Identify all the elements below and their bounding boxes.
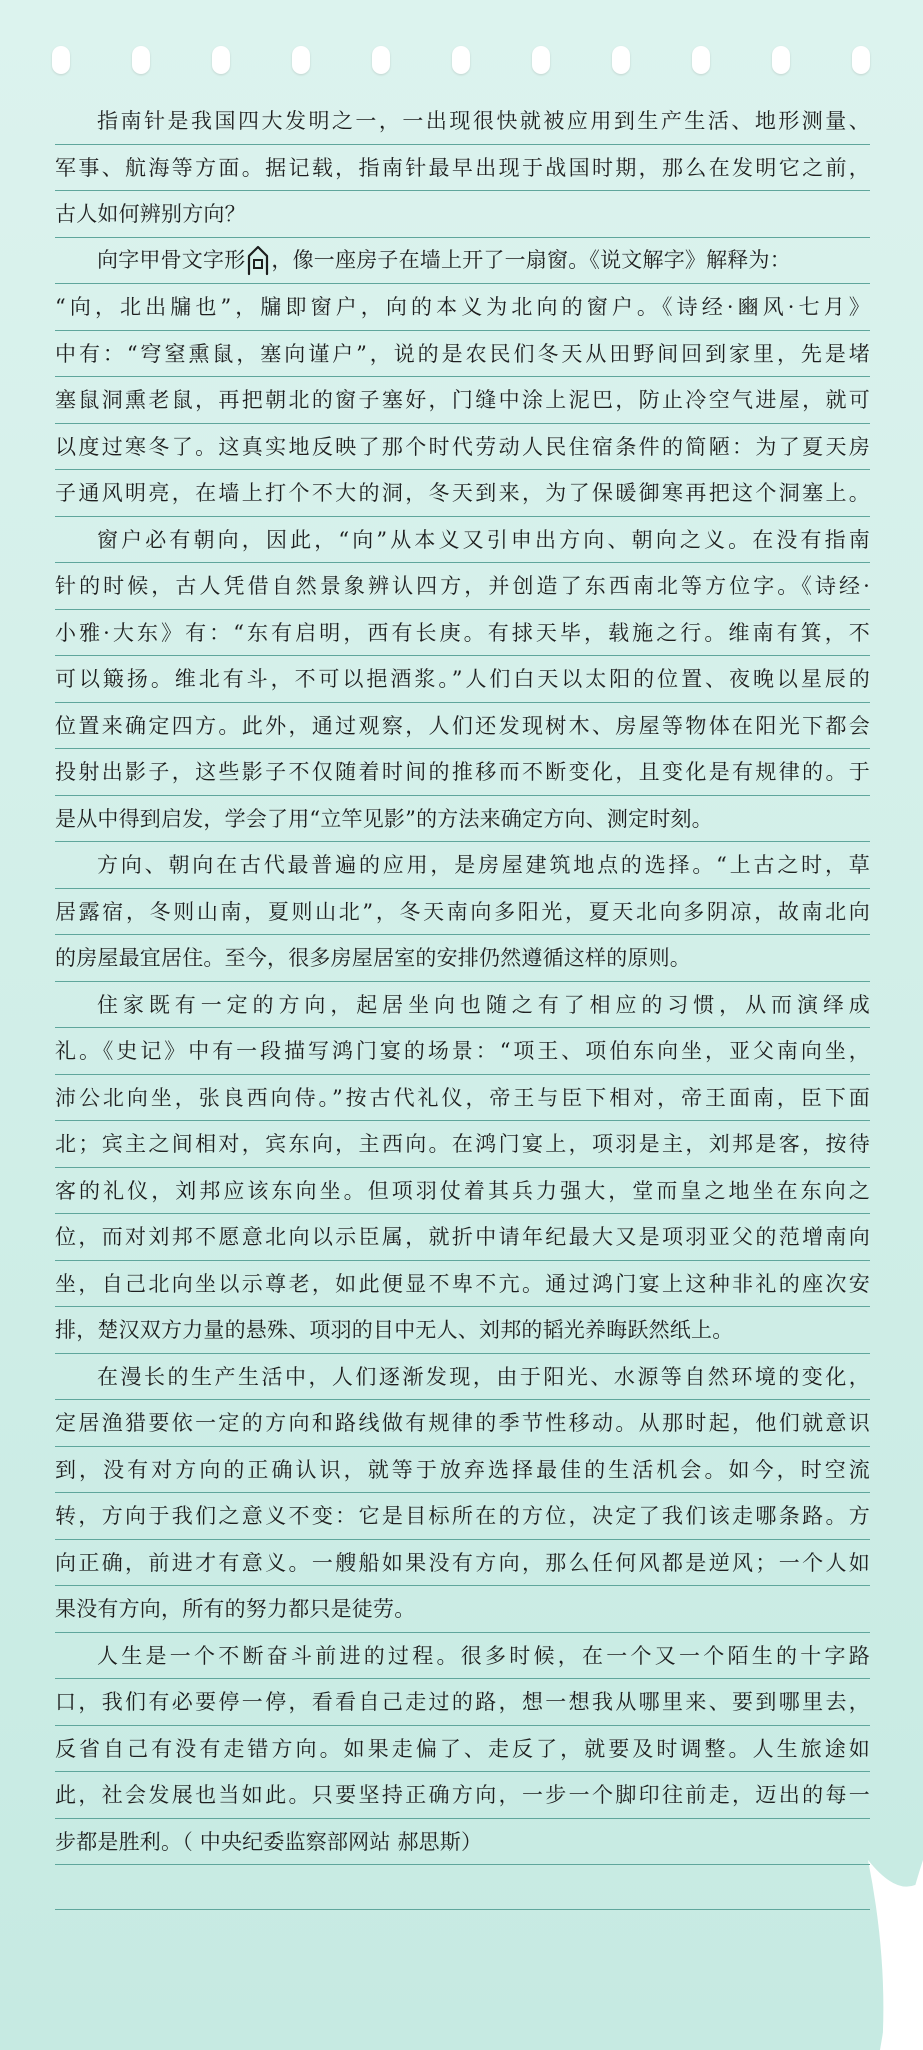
binder-hole-icon bbox=[132, 46, 150, 74]
paragraph-3 bbox=[55, 517, 870, 843]
text-line: 转，方向于我们之意义不变：它是目标所在的方位，决定了我们该走哪条路。方 bbox=[55, 1493, 870, 1540]
text-line: 位，而对刘邦不愿意北向以示臣属，就折中请年纪最大又是项羽亚父的范增南向 bbox=[55, 1214, 870, 1261]
text-line: 坐，自己北向坐以示尊老，如此便显不卑不亢。通过鸿门宴上这种非礼的座次安 bbox=[55, 1261, 870, 1308]
text-line: 塞鼠洞熏老鼠，再把朝北的窗子塞好，门缝中涂上泥巴，防止冷空气进屋，就可 bbox=[55, 377, 870, 424]
text-line: 是从中得到启发，学会了用“立竿见影”的方法来确定方向、测定时刻。 bbox=[55, 796, 870, 843]
text-line: 以度过寒冬了。这真实地反映了那个时代劳动人民住宿条件的简陋：为了夏天房 bbox=[55, 424, 870, 471]
paragraph-2 bbox=[55, 238, 870, 517]
text-line: 古人如何辨别方向？ bbox=[55, 191, 870, 238]
text-segment: 向字甲骨文字形 bbox=[97, 248, 246, 273]
text-line: 中有：“穹窒熏鼠，塞向谨户”，说的是农民们冬天从田野间回到家里，先是堵 bbox=[55, 331, 870, 378]
text-line: 北；宾主之间相对，宾东向，主西向。在鸿门宴上，项羽是主，刘邦是客，按待 bbox=[55, 1121, 870, 1168]
text-line: “向，北出牖也”，牖即窗户，向的本义为北向的窗户。《诗经·豳风·七月》 bbox=[55, 284, 870, 331]
binder-hole-icon bbox=[532, 46, 550, 74]
text-line: 住家既有一定的方向，起居坐向也随之有了相应的习惯，从而演绎成 bbox=[55, 982, 870, 1029]
text-line: 反省自己有没有走错方向。如果走偏了、走反了，就要及时调整。人生旅途如 bbox=[55, 1726, 870, 1773]
oracle-bone-glyph-icon bbox=[247, 244, 269, 276]
text-line: 指南针是我国四大发明之一，一出现很快就被应用到生产生活、地形测量、 bbox=[55, 98, 870, 145]
binder-hole-icon bbox=[52, 46, 70, 74]
article-body bbox=[55, 98, 870, 1910]
paragraph-7 bbox=[55, 1633, 870, 1866]
text-line: 投射出影子，这些影子不仅随着时间的推移而不断变化，且变化是有规律的。于 bbox=[55, 749, 870, 796]
binder-hole-icon bbox=[692, 46, 710, 74]
binder-hole-icon bbox=[292, 46, 310, 74]
text-line: 排，楚汉双方力量的悬殊、项羽的目中无人、刘邦的韬光养晦跃然纸上。 bbox=[55, 1307, 870, 1354]
text-line: 口，我们有必要停一停，看看自己走过的路，想一想我从哪里来、要到哪里去， bbox=[55, 1679, 870, 1726]
text-segment: ，像一座房子在墙上开了一扇窗。《说文解字》解释为： bbox=[271, 248, 791, 273]
text-line: 在漫长的生产生活中，人们逐渐发现，由于阳光、水源等自然环境的变化， bbox=[55, 1354, 870, 1401]
text-line: 居露宿，冬则山南，夏则山北”，冬天南向多阳光，夏天北向多阴凉，故南北向 bbox=[55, 889, 870, 936]
text-line: 礼。《史记》中有一段描写鸿门宴的场景：“项王、项伯东向坐，亚父南向坐， bbox=[55, 1028, 870, 1075]
binder-hole-icon bbox=[452, 46, 470, 74]
paragraph-6 bbox=[55, 1354, 870, 1633]
text-line: 军事、航海等方面。据记载，指南针最早出现于战国时期，那么在发明它之前， bbox=[55, 145, 870, 192]
text-line: 此，社会发展也当如此。只要坚持正确方向，一步一个脚印往前走，迈出的每一 bbox=[55, 1772, 870, 1819]
text-line: 位置来确定四方。此外，通过观察，人们还发现树木、房屋等物体在阳光下都会 bbox=[55, 703, 870, 750]
binder-hole-icon bbox=[852, 46, 870, 74]
text-line: 果没有方向，所有的努力都只是徒劳。 bbox=[55, 1586, 870, 1633]
text-line: 定居渔猎要依一定的方向和路线做有规律的季节性移动。从那时起，他们就意识 bbox=[55, 1400, 870, 1447]
text-line: 到，没有对方向的正确认识，就等于放弃选择最佳的生活机会。如今，时空流 bbox=[55, 1447, 870, 1494]
text-line: 小雅·大东》有：“东有启明，西有长庚。有捄天毕，载施之行。维南有箕，不 bbox=[55, 610, 870, 657]
binder-hole-icon bbox=[772, 46, 790, 74]
binder-hole-icon bbox=[612, 46, 630, 74]
text-line: 沛公北向坐，张良西向侍。”按古代礼仪，帝王与臣下相对，帝王面南，臣下面 bbox=[55, 1075, 870, 1122]
paragraph-4 bbox=[55, 842, 870, 982]
paragraph-1 bbox=[55, 98, 870, 238]
text-line: 针的时候，古人凭借自然景象辨认四方，并创造了东西南北等方位字。《诗经· bbox=[55, 563, 870, 610]
paragraph-5 bbox=[55, 982, 870, 1354]
text-line: 的房屋最宜居住。至今，很多房屋居室的安排仍然遵循这样的原则。 bbox=[55, 935, 870, 982]
text-line: 人生是一个不断奋斗前进的过程。很多时候，在一个又一个陌生的十字路 bbox=[55, 1633, 870, 1680]
text-line: 窗户必有朝向，因此，“向”从本义又引申出方向、朝向之义。在没有指南 bbox=[55, 517, 870, 564]
text-line bbox=[55, 238, 870, 285]
text-line: 可以簸扬。维北有斗，不可以挹酒浆。”人们白天以太阳的位置、夜晚以星辰的 bbox=[55, 656, 870, 703]
text-line: 步都是胜利。（ 中央纪委监察部网站 郝思斯） bbox=[55, 1819, 870, 1866]
ruled-line bbox=[55, 1865, 870, 1910]
binder-hole-icon bbox=[372, 46, 390, 74]
binder-hole-icon bbox=[212, 46, 230, 74]
text-line: 子通风明亮，在墙上打个不大的洞，冬天到来，为了保暖御寒再把这个洞塞上。 bbox=[55, 470, 870, 517]
text-line: 客的礼仪，刘邦应该东向坐。但项羽仗着其兵力强大，堂而皇之地坐在东向之 bbox=[55, 1168, 870, 1215]
text-line: 方向、朝向在古代最普遍的应用，是房屋建筑地点的选择。“上古之时，草 bbox=[55, 842, 870, 889]
text-line: 向正确，前进才有意义。一艘船如果没有方向，那么任何风都是逆风；一个人如 bbox=[55, 1540, 870, 1587]
